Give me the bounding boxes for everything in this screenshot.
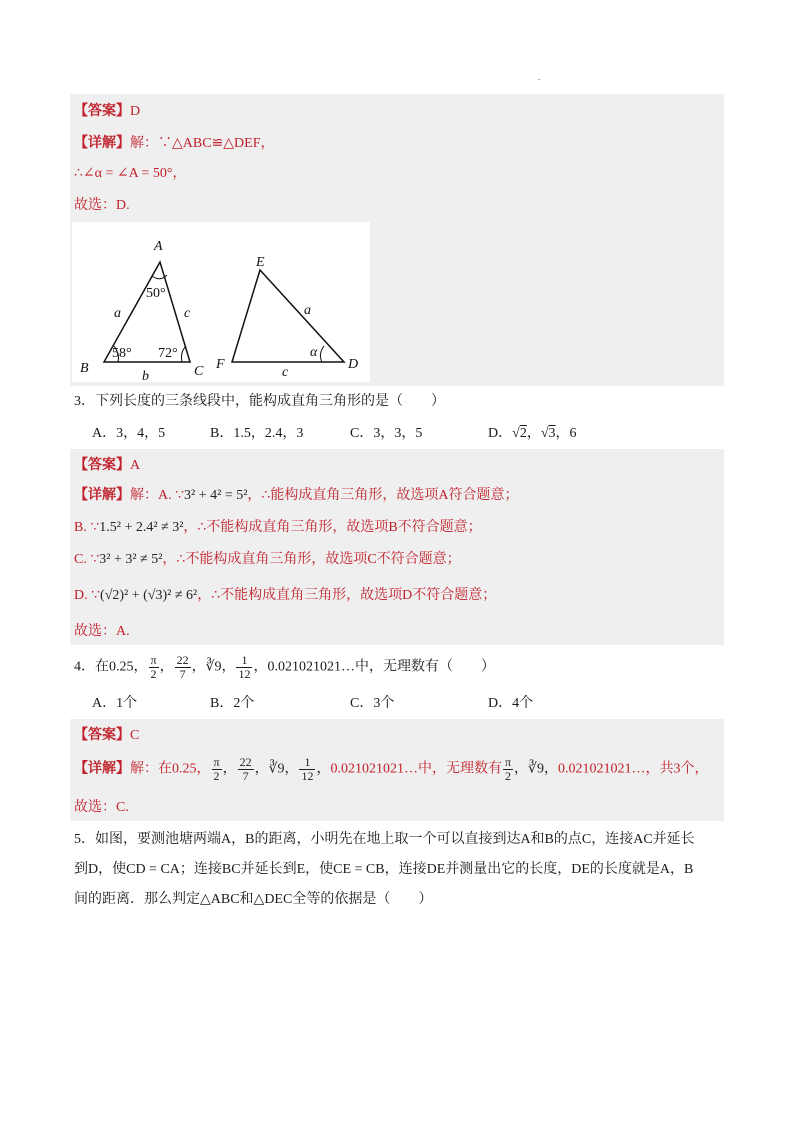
math-expr: 3² + 3² ≠ 5² <box>99 552 163 567</box>
q4-option-c: C．3个 <box>350 696 395 711</box>
angle-c-value: 72° <box>158 346 178 361</box>
q4-conclusion: 故选：C. <box>74 800 129 815</box>
fraction-pi-2: $\frac{\pi}{2}$ <box>213 755 220 783</box>
side-a: a <box>114 306 121 321</box>
fraction-22-7: $\frac{22}{7}$ <box>176 653 189 681</box>
q3-detail-b: B. ∵1.5² + 2.4² ≠ 3²，∴不能构成直角三角形，故选项B不符合题意； <box>74 520 482 535</box>
triangle-figure <box>72 222 370 382</box>
q4-option-a: A．1个 <box>92 696 138 711</box>
side-c2: c <box>282 365 289 380</box>
fraction-1-12: $\frac{1}{12}$ <box>301 755 314 783</box>
solution-block-3 <box>70 449 724 645</box>
detail-text: ∴∠α = ∠A = 50°， <box>74 166 187 181</box>
angle-b-value: 58° <box>112 346 132 361</box>
triangle-efd <box>232 270 344 362</box>
angle-a-value: 50° <box>146 286 166 301</box>
fraction-22-7: $\frac{22}{7}$ <box>239 755 252 783</box>
label-b: B <box>80 361 89 376</box>
fraction-1-12: $\frac{1}{12}$ <box>238 653 251 681</box>
answer-value: A <box>130 458 141 473</box>
detail-line-2b <box>74 164 186 184</box>
question-4-stem: 4．在0.25， $\frac{\pi}{2}$ ， $\frac{22}{7}$ ，∛9， $\frac{1}{12}$ ，0.021021021…中，无理数有（ ） <box>74 653 495 681</box>
answer-value: C <box>130 728 140 743</box>
cube-root-9: ∛9 <box>205 659 222 675</box>
detail-text: 解：∵△ABC≌△DEF， <box>130 136 275 151</box>
q3-option-c: C．3，3，5 <box>350 426 423 441</box>
q4-detail: 【详解】解：在0.25， $\frac{\pi}{2}$ ， $\frac{22}{7}$ ，∛9， $\frac{1}{12}$ ，0.021021021…中，无理数有 $\frac{\pi}{2}$ ，∛9，0.021021021…，共3个， <box>74 755 709 783</box>
label-d: D <box>348 357 359 372</box>
triangle-diagram <box>72 222 370 382</box>
fraction-pi-2: $\frac{\pi}{2}$ <box>150 653 157 681</box>
fraction-pi-2: $\frac{\pi}{2}$ <box>504 755 512 783</box>
math-expr: 3² + 4² = 5² <box>184 488 248 503</box>
cube-root-9: ∛9 <box>268 761 285 777</box>
label-c: C <box>194 364 204 379</box>
math-expr: (√2)² + (√3)² ≠ 6² <box>100 588 198 603</box>
conclusion-2 <box>74 196 130 216</box>
q3-option-b: B．1.5，2.4，3 <box>210 426 304 441</box>
side-b: b <box>142 369 149 382</box>
q3-conclusion: 故选：A. <box>74 624 130 639</box>
question-5-line-1: 5．如图，要测池塘两端A，B的距离，小明先在地上取一个可以直接到达A和B的点C，连接AC并延长 <box>74 832 695 847</box>
question-3-stem: 3．下列长度的三条线段中，能构成直角三角形的是（ ） <box>74 394 445 409</box>
question-5-line-3: 间的距离．那么判定△ABC和△DEC全等的依据是（ ） <box>74 892 433 907</box>
math-expr: 1.5² + 2.4² ≠ 3² <box>99 520 184 535</box>
q3-detail-c: C. ∵3² + 3² ≠ 5²，∴不能构成直角三角形，故选项C不符合题意； <box>74 552 461 567</box>
detail-tag: 【详解】 <box>74 136 130 151</box>
angle-arc-d <box>320 346 324 362</box>
cube-root-9: ∛9 <box>528 761 544 777</box>
label-f: F <box>216 357 225 372</box>
answer-tag: 【答案】 <box>74 104 130 119</box>
q3-detail-d: D. ∵(√2)² + (√3)² ≠ 6²，∴不能构成直角三角形，故选项D不符合题意； <box>74 588 497 603</box>
answer-value: D <box>130 104 141 119</box>
side-c: c <box>184 306 191 321</box>
q4-option-b: B．2个 <box>210 696 255 711</box>
q4-option-d: D．4个 <box>488 696 534 711</box>
q3-option-d: D．√2，√3，6 <box>488 426 577 441</box>
q4-answer-line: 【答案】C <box>74 728 140 743</box>
angle-alpha: α <box>310 345 318 360</box>
conclusion-text: 故选：D. <box>74 198 130 213</box>
label-e: E <box>256 255 265 270</box>
q3-answer-line: 【答案】A <box>74 458 141 473</box>
q3-detail-a: 【详解】解：A. ∵3² + 4² = 5²，∴能构成直角三角形，故选项A符合题意； <box>74 488 519 503</box>
label-a: A <box>154 239 163 254</box>
side-a2: a <box>304 303 311 318</box>
header-mark: . <box>538 72 541 82</box>
answer-line-2 <box>74 102 140 122</box>
detail-line-2a <box>74 134 275 154</box>
q3-option-a: A．3，4，5 <box>92 426 166 441</box>
question-5-line-2: 到D，使CD = CA；连接BC并延长到E，使CE = CB，连接DE并测量出它的长度，DE的长度就是A，B <box>74 862 694 877</box>
